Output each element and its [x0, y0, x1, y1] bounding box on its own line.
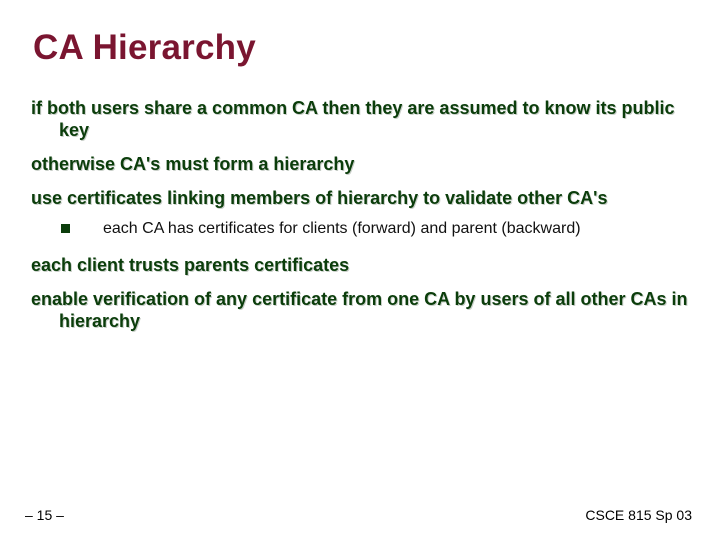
sub-bullet-forward-backward — [59, 219, 691, 239]
sub-bullet-text: each CA has certificates for clients (forward) and parent (backward) — [103, 220, 581, 237]
square-bullet-icon — [61, 224, 70, 233]
bullet-hierarchy: otherwise CA's must form a hierarchy — [31, 154, 355, 174]
bullet-client-trust: each client trusts parents certificates — [31, 255, 350, 275]
bullet-common-ca: if both users share a common CA then they are assumed to know its public key — [31, 98, 675, 140]
bullet-enable-verification: enable verification of any certificate from one CA by users of all other CAs in hierarchy — [31, 289, 688, 331]
slide-title: CA Hierarchy — [33, 28, 256, 67]
slide-content — [31, 97, 691, 332]
course-label: CSCE 815 Sp 03 — [585, 507, 692, 523]
bullet-certificates-linking: use certificates linking members of hierarchy to validate other CA's — [31, 188, 608, 208]
page-number: – 15 – — [25, 507, 64, 523]
